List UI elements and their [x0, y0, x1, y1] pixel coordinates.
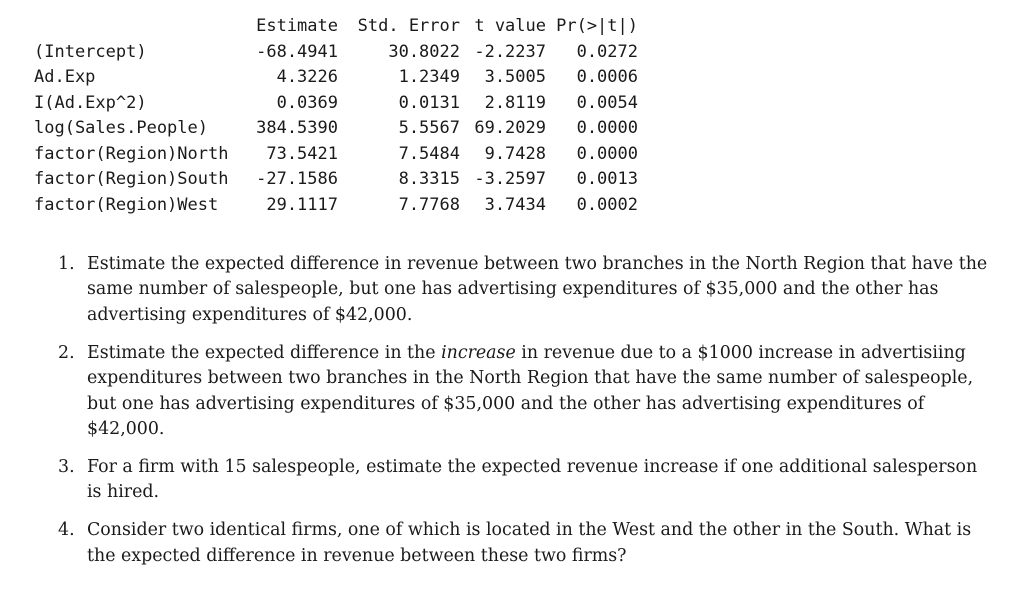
- question-text: Estimate the expected difference in revenue between two branches in the North Region that have the same number of salespeople, but one has advertising expenditures of $35,000 and the other has advertising expenditures of $42,000.: [87, 254, 988, 325]
- estimate-cell: 0.0369: [276, 92, 338, 113]
- t-value-cell: 2.8119: [484, 92, 546, 113]
- term-cell: log(Sales.People): [34, 118, 208, 138]
- t-value-cell: -3.2597: [474, 169, 546, 189]
- p-value-cell: 0.0013: [576, 169, 638, 189]
- std-error-cell: 30.8022: [388, 41, 460, 62]
- estimate-cell: -68.4941: [256, 41, 338, 62]
- header-p-value: Pr(>|t|): [556, 16, 638, 36]
- t-value-cell: -2.2237: [474, 41, 546, 62]
- regression-output-table: [34, 14, 638, 218]
- question-item: [40, 455, 990, 506]
- table-row: [34, 142, 638, 168]
- std-error-cell: 7.7768: [398, 194, 460, 215]
- header-term: [34, 14, 248, 40]
- term-cell: (Intercept): [34, 41, 147, 62]
- std-error-cell: 5.5567: [398, 118, 460, 138]
- table-header: [34, 14, 638, 40]
- term-cell: I(Ad.Exp^2): [34, 92, 147, 113]
- question-number: 4.: [58, 520, 75, 541]
- p-value-cell: 0.0000: [576, 118, 638, 138]
- estimate-cell: 384.5390: [256, 118, 338, 138]
- question-number: 2.: [58, 342, 75, 363]
- estimate-cell: -27.1586: [256, 169, 338, 189]
- term-cell: Ad.Exp: [34, 67, 96, 87]
- header-t-value: t value: [474, 16, 546, 36]
- estimate-cell: 73.5421: [266, 143, 338, 164]
- std-error-cell: 0.0131: [398, 92, 460, 113]
- p-value-cell: 0.0054: [576, 92, 638, 113]
- std-error-cell: 8.3315: [398, 169, 460, 189]
- p-value-cell: 0.0000: [576, 143, 638, 164]
- estimate-cell: 29.1117: [266, 194, 338, 215]
- table-row: [34, 40, 638, 66]
- question-text: Consider two identical firms, one of which is located in the West and the other in the South. What is the expected difference in revenue between these two firms?: [87, 520, 972, 566]
- term-cell: factor(Region)West: [34, 194, 219, 215]
- p-value-cell: 0.0002: [576, 194, 638, 215]
- question-text: [87, 341, 990, 443]
- std-error-cell: 7.5484: [398, 143, 460, 164]
- question-item: [40, 341, 990, 443]
- table-row: [34, 91, 638, 117]
- t-value-cell: 69.2029: [474, 118, 546, 138]
- estimate-cell: 4.3226: [276, 67, 338, 87]
- question-text-start: Estimate the expected difference in the: [87, 342, 442, 363]
- t-value-cell: 9.7428: [484, 143, 546, 164]
- question-text-end: in revenue due to a $1000 increase in advertisiing expenditures between two branches in the North Region that have the same number of salespeople, but one has advertising expenditures of $35,000 and the other has advertising expenditures of $42,000.: [87, 342, 974, 439]
- p-value-cell: 0.0272: [576, 41, 638, 62]
- t-value-cell: 3.5005: [484, 67, 546, 87]
- header-row: [34, 14, 638, 40]
- header-estimate: Estimate: [256, 16, 338, 36]
- question-number: 1.: [58, 254, 75, 274]
- table-row: [34, 167, 638, 193]
- table-row: [34, 116, 638, 142]
- table-row: [34, 65, 638, 91]
- p-value-cell: 0.0006: [576, 67, 638, 87]
- table-body: [34, 40, 638, 219]
- question-item: [40, 252, 990, 328]
- emphasized-word: increase: [441, 342, 516, 363]
- term-cell: factor(Region)South: [34, 169, 229, 189]
- term-cell: factor(Region)North: [34, 143, 229, 164]
- std-error-cell: 1.2349: [398, 67, 460, 87]
- question-item: [40, 518, 990, 569]
- t-value-cell: 3.7434: [484, 194, 546, 215]
- question-list: [40, 252, 990, 581]
- header-std-error: Std. Error: [357, 16, 460, 36]
- table-row: [34, 193, 638, 219]
- question-text: For a firm with 15 salespeople, estimate the expected revenue increase if one additional salesperson is hired.: [87, 456, 978, 503]
- question-number: 3.: [58, 456, 75, 477]
